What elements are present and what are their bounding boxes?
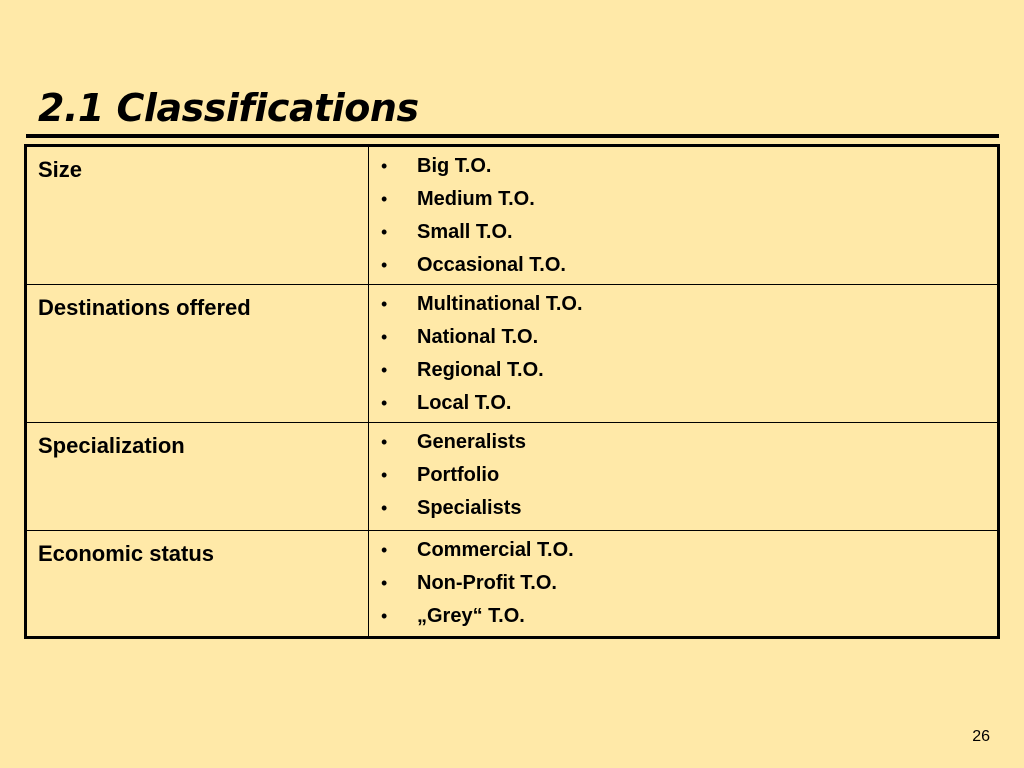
list-item-text: Regional T.O. — [417, 359, 544, 381]
category-cell: Economic status — [26, 531, 369, 638]
list-item — [369, 494, 997, 527]
classifications-table — [24, 144, 1000, 639]
list-item — [369, 536, 997, 569]
bullet-icon: • — [381, 498, 388, 518]
table-row — [26, 146, 999, 285]
slide-title: 2.1 Classifications — [38, 86, 419, 130]
bullet-icon: • — [381, 327, 388, 347]
list-item-text: Medium T.O. — [417, 188, 535, 210]
list-item — [369, 569, 997, 602]
items-cell — [369, 146, 999, 285]
list-item-text: Generalists — [417, 431, 526, 453]
table-row — [26, 285, 999, 423]
items-cell — [369, 423, 999, 531]
list-item-text: Small T.O. — [417, 221, 513, 243]
bullet-icon: • — [381, 606, 388, 626]
bullet-icon: • — [381, 360, 388, 380]
category-cell: Destinations offered — [26, 285, 369, 423]
category-cell: Size — [26, 146, 369, 285]
page-number: 26 — [972, 728, 990, 745]
items-cell — [369, 531, 999, 638]
table-row — [26, 423, 999, 531]
list-item-text: Multinational T.O. — [417, 293, 583, 315]
list-item-text: National T.O. — [417, 326, 539, 348]
items-cell — [369, 285, 999, 423]
category-cell: Specialization — [26, 423, 369, 531]
list-item-text: Commercial T.O. — [417, 539, 574, 561]
list-item — [369, 602, 997, 635]
list-item-text: Big T.O. — [417, 155, 492, 177]
bullet-list — [369, 152, 997, 284]
bullet-icon: • — [381, 222, 388, 242]
bullet-list — [369, 428, 997, 527]
list-item — [369, 290, 997, 323]
list-item — [369, 356, 997, 389]
bullet-icon: • — [381, 156, 388, 176]
list-item-text: Specialists — [417, 497, 522, 519]
list-item — [369, 218, 997, 251]
list-item-text: Non-Profit T.O. — [417, 572, 557, 594]
list-item — [369, 251, 997, 284]
list-item — [369, 389, 997, 422]
list-item — [369, 152, 997, 185]
list-item-text: Local T.O. — [417, 392, 512, 414]
bullet-icon: • — [381, 432, 388, 452]
list-item — [369, 323, 997, 356]
list-item — [369, 185, 997, 218]
bullet-icon: • — [381, 255, 388, 275]
bullet-icon: • — [381, 465, 388, 485]
bullet-icon: • — [381, 393, 388, 413]
list-item-text: „Grey“ T.O. — [417, 605, 525, 627]
bullet-icon: • — [381, 540, 388, 560]
list-item — [369, 428, 997, 461]
list-item-text: Occasional T.O. — [417, 254, 566, 276]
bullet-list — [369, 290, 997, 422]
bullet-list — [369, 536, 997, 635]
bullet-icon: • — [381, 294, 388, 314]
bullet-icon: • — [381, 189, 388, 209]
list-item-text: Portfolio — [417, 464, 500, 486]
bullet-icon: • — [381, 573, 388, 593]
table-row — [26, 531, 999, 638]
list-item — [369, 461, 997, 494]
title-underline — [26, 134, 999, 138]
